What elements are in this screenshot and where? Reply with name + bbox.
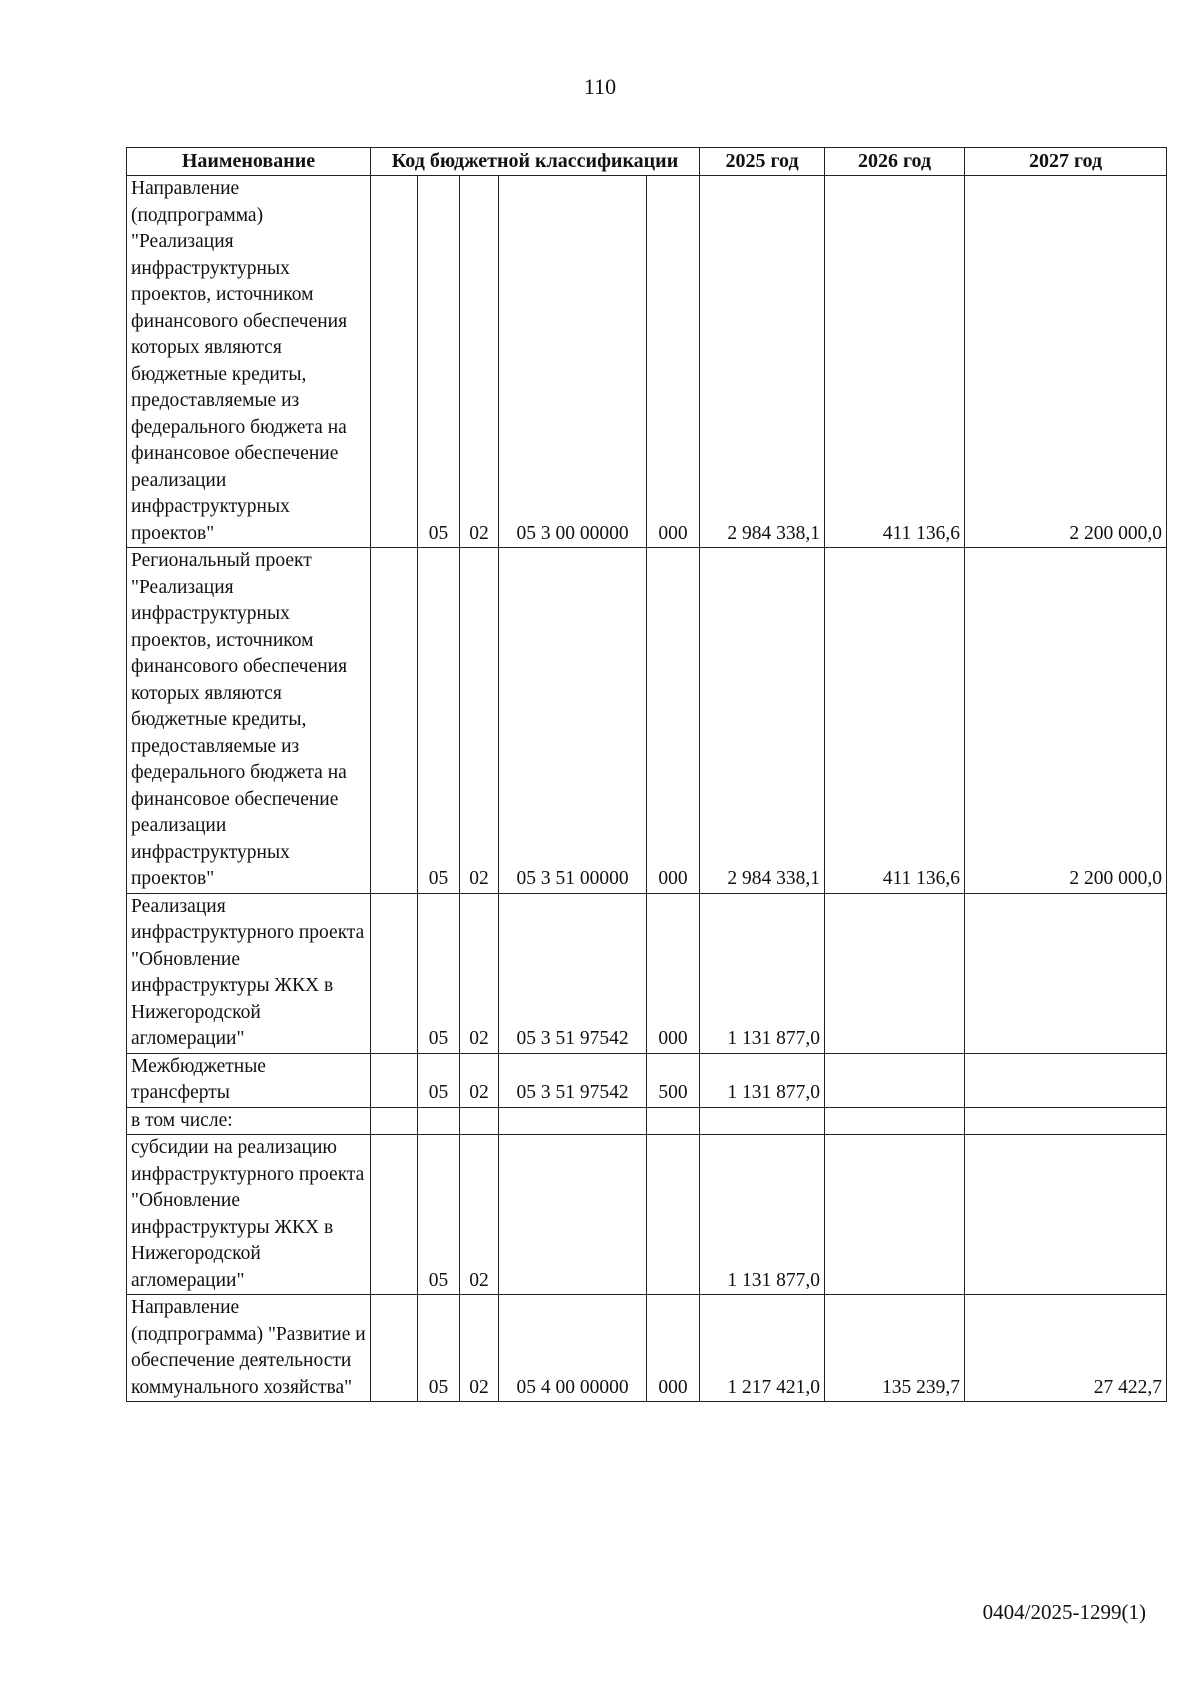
code-expense-type: 000 — [647, 548, 700, 894]
code-expense-type — [647, 1107, 700, 1135]
code-expense-type: 000 — [647, 176, 700, 548]
code-expense-type: 500 — [647, 1053, 700, 1107]
value-2026: 411 136,6 — [825, 176, 965, 548]
value-2025 — [700, 1107, 825, 1135]
code-target — [499, 1107, 647, 1135]
code-col-1 — [371, 1295, 418, 1402]
row-name: Реализация инфраструктурного проекта "Обновление инфраструктуры ЖКХ в Нижегородской агломерации" — [127, 893, 371, 1053]
header-2025: 2025 год — [700, 148, 825, 176]
code-subsection: 02 — [460, 893, 499, 1053]
header-2026: 2026 год — [825, 148, 965, 176]
value-2026 — [825, 1135, 965, 1295]
code-col-1 — [371, 176, 418, 548]
header-2027: 2027 год — [965, 148, 1167, 176]
value-2027 — [965, 1053, 1167, 1107]
code-col-1 — [371, 1053, 418, 1107]
code-target: 05 3 51 97542 — [499, 893, 647, 1053]
row-name: в том числе: — [127, 1107, 371, 1135]
value-2026: 135 239,7 — [825, 1295, 965, 1402]
value-2025: 2 984 338,1 — [700, 548, 825, 894]
table-row — [127, 1135, 1167, 1295]
row-name: Направление (подпрограмма) "Развитие и обеспечение деятельности коммунального хозяйства" — [127, 1295, 371, 1402]
header-code: Код бюджетной классификации — [371, 148, 700, 176]
table-row — [127, 1295, 1167, 1402]
code-target: 05 3 51 97542 — [499, 1053, 647, 1107]
table-row — [127, 1053, 1167, 1107]
value-2027: 2 200 000,0 — [965, 176, 1167, 548]
code-section: 05 — [418, 1135, 460, 1295]
budget-table — [126, 147, 1167, 1402]
document-registration-number: 0404/2025-1299(1) — [982, 1600, 1146, 1624]
table-header-row — [127, 148, 1167, 176]
value-2026 — [825, 1107, 965, 1135]
value-2025: 1 131 877,0 — [700, 1053, 825, 1107]
header-name: Наименование — [127, 148, 371, 176]
code-subsection: 02 — [460, 1053, 499, 1107]
code-subsection: 02 — [460, 176, 499, 548]
code-section: 05 — [418, 548, 460, 894]
code-col-1 — [371, 548, 418, 894]
table-row — [127, 893, 1167, 1053]
value-2025: 1 131 877,0 — [700, 1135, 825, 1295]
code-col-1 — [371, 893, 418, 1053]
value-2027 — [965, 1107, 1167, 1135]
value-2025: 1 131 877,0 — [700, 893, 825, 1053]
value-2026 — [825, 893, 965, 1053]
code-col-1 — [371, 1135, 418, 1295]
value-2027 — [965, 893, 1167, 1053]
value-2025: 2 984 338,1 — [700, 176, 825, 548]
value-2026 — [825, 1053, 965, 1107]
code-subsection: 02 — [460, 1135, 499, 1295]
value-2027 — [965, 1135, 1167, 1295]
table-row — [127, 1107, 1167, 1135]
value-2026: 411 136,6 — [825, 548, 965, 894]
value-2025: 1 217 421,0 — [700, 1295, 825, 1402]
row-name: Межбюджетные трансферты — [127, 1053, 371, 1107]
value-2027: 2 200 000,0 — [965, 548, 1167, 894]
row-name: субсидии на реализацию инфраструктурного проекта "Обновление инфраструктуры ЖКХ в Нижегородской агломерации" — [127, 1135, 371, 1295]
table-row — [127, 548, 1167, 894]
code-section: 05 — [418, 893, 460, 1053]
code-target: 05 3 51 00000 — [499, 548, 647, 894]
row-name: Направление (подпрограмма) "Реализация инфраструктурных проектов, источником финансового обеспечения которых являются бюджетные кредиты, предоставляемые из федерального бюджета на финансовое обеспечение реализации инфраструктурных проектов" — [127, 176, 371, 548]
row-name: Региональный проект "Реализация инфраструктурных проектов, источником финансового обеспечения которых являются бюджетные кредиты, предоставляемые из федерального бюджета на финансовое обеспечение реализации инфраструктурных проектов" — [127, 548, 371, 894]
code-expense-type: 000 — [647, 893, 700, 1053]
code-subsection: 02 — [460, 548, 499, 894]
code-expense-type: 000 — [647, 1295, 700, 1402]
table-row — [127, 176, 1167, 548]
code-section — [418, 1107, 460, 1135]
code-subsection — [460, 1107, 499, 1135]
code-section: 05 — [418, 1295, 460, 1402]
code-expense-type — [647, 1135, 700, 1295]
code-section: 05 — [418, 1053, 460, 1107]
value-2027: 27 422,7 — [965, 1295, 1167, 1402]
code-target: 05 3 00 00000 — [499, 176, 647, 548]
code-subsection: 02 — [460, 1295, 499, 1402]
code-target — [499, 1135, 647, 1295]
page-number: 110 — [583, 74, 617, 99]
code-col-1 — [371, 1107, 418, 1135]
code-section: 05 — [418, 176, 460, 548]
code-target: 05 4 00 00000 — [499, 1295, 647, 1402]
